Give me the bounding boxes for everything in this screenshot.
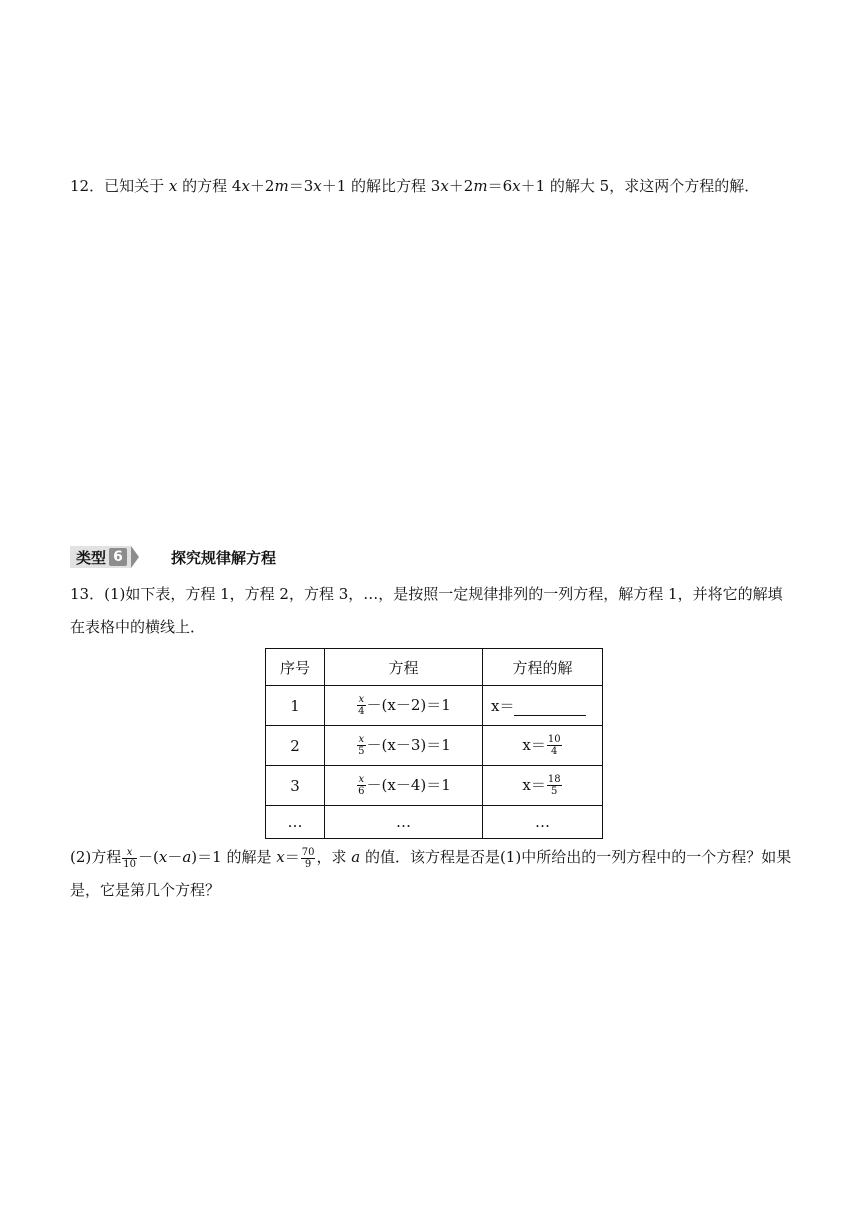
solution-cell[interactable]: x＝ [483, 686, 603, 726]
equation-cell: $\frac{x}{4}$ －(x－2)＝1 [325, 686, 483, 726]
table-row: … … … [266, 806, 603, 839]
fraction: $\frac{70}{9}$ [301, 846, 315, 870]
question-number: 13． [70, 585, 105, 603]
type-number: 6 [109, 548, 127, 566]
solution-cell: x＝ $\frac{18}{5}$ [483, 766, 603, 806]
header-solution: 方程的解 [483, 649, 603, 686]
table-header-row [266, 649, 603, 686]
equation-cell: $\frac{x}{6}$ －(x－4)＝1 [325, 766, 483, 806]
fraction: $\frac{x}{4}$ [358, 694, 365, 718]
question-13-part-2: (2)方程 $\frac{x}{10}$ －(x－a)＝1 的解是 x＝ $\frac{70}{9}$ ，求 a 的值．该方程是否是(1)中所给出的一列方程中的一个方程？如果是，它是第几个方程？ [70, 846, 792, 899]
fraction: $\frac{x}{6}$ [358, 774, 365, 798]
equation-table [265, 648, 603, 839]
question-13-part-1: 13．(1)如下表，方程 1，方程 2，方程 3，…，是按照一定规律排列的一列方程，解方程 1，并将它的解填在表格中的横线上． [70, 585, 783, 636]
header-equation: 方程 [325, 649, 483, 686]
question-number: 12． [70, 177, 105, 195]
section-title: 探究规律解方程 [171, 548, 277, 567]
table-row: 3 $\frac{x}{6}$ －(x－4)＝1 x＝ $\frac{18}{5}$ [266, 766, 603, 806]
question-12: 12．已知关于 x 的方程 4x＋2m＝3x＋1 的解比方程 3x＋2m＝6x＋1 的解大 5，求这两个方程的解． [70, 177, 760, 195]
table-row: 1 $\frac{x}{4}$ －(x－2)＝1 x＝ [266, 686, 603, 726]
equation-cell: $\frac{x}{5}$ －(x－3)＝1 [325, 726, 483, 766]
badge-arrow-icon [131, 546, 139, 568]
solution-cell: x＝ $\frac{10}{4}$ [483, 726, 603, 766]
header-index: 序号 [266, 649, 325, 686]
fraction: $\frac{x}{5}$ [358, 734, 365, 758]
section-header [70, 545, 276, 569]
fraction: $\frac{10}{4}$ [547, 734, 561, 758]
fraction: $\frac{x}{10}$ [123, 846, 136, 870]
type-badge: 类型 6 [70, 546, 131, 568]
fraction: $\frac{18}{5}$ [547, 774, 561, 798]
table-row: 2 $\frac{x}{5}$ －(x－3)＝1 x＝ $\frac{10}{4}$ [266, 726, 603, 766]
answer-blank[interactable] [514, 700, 586, 716]
